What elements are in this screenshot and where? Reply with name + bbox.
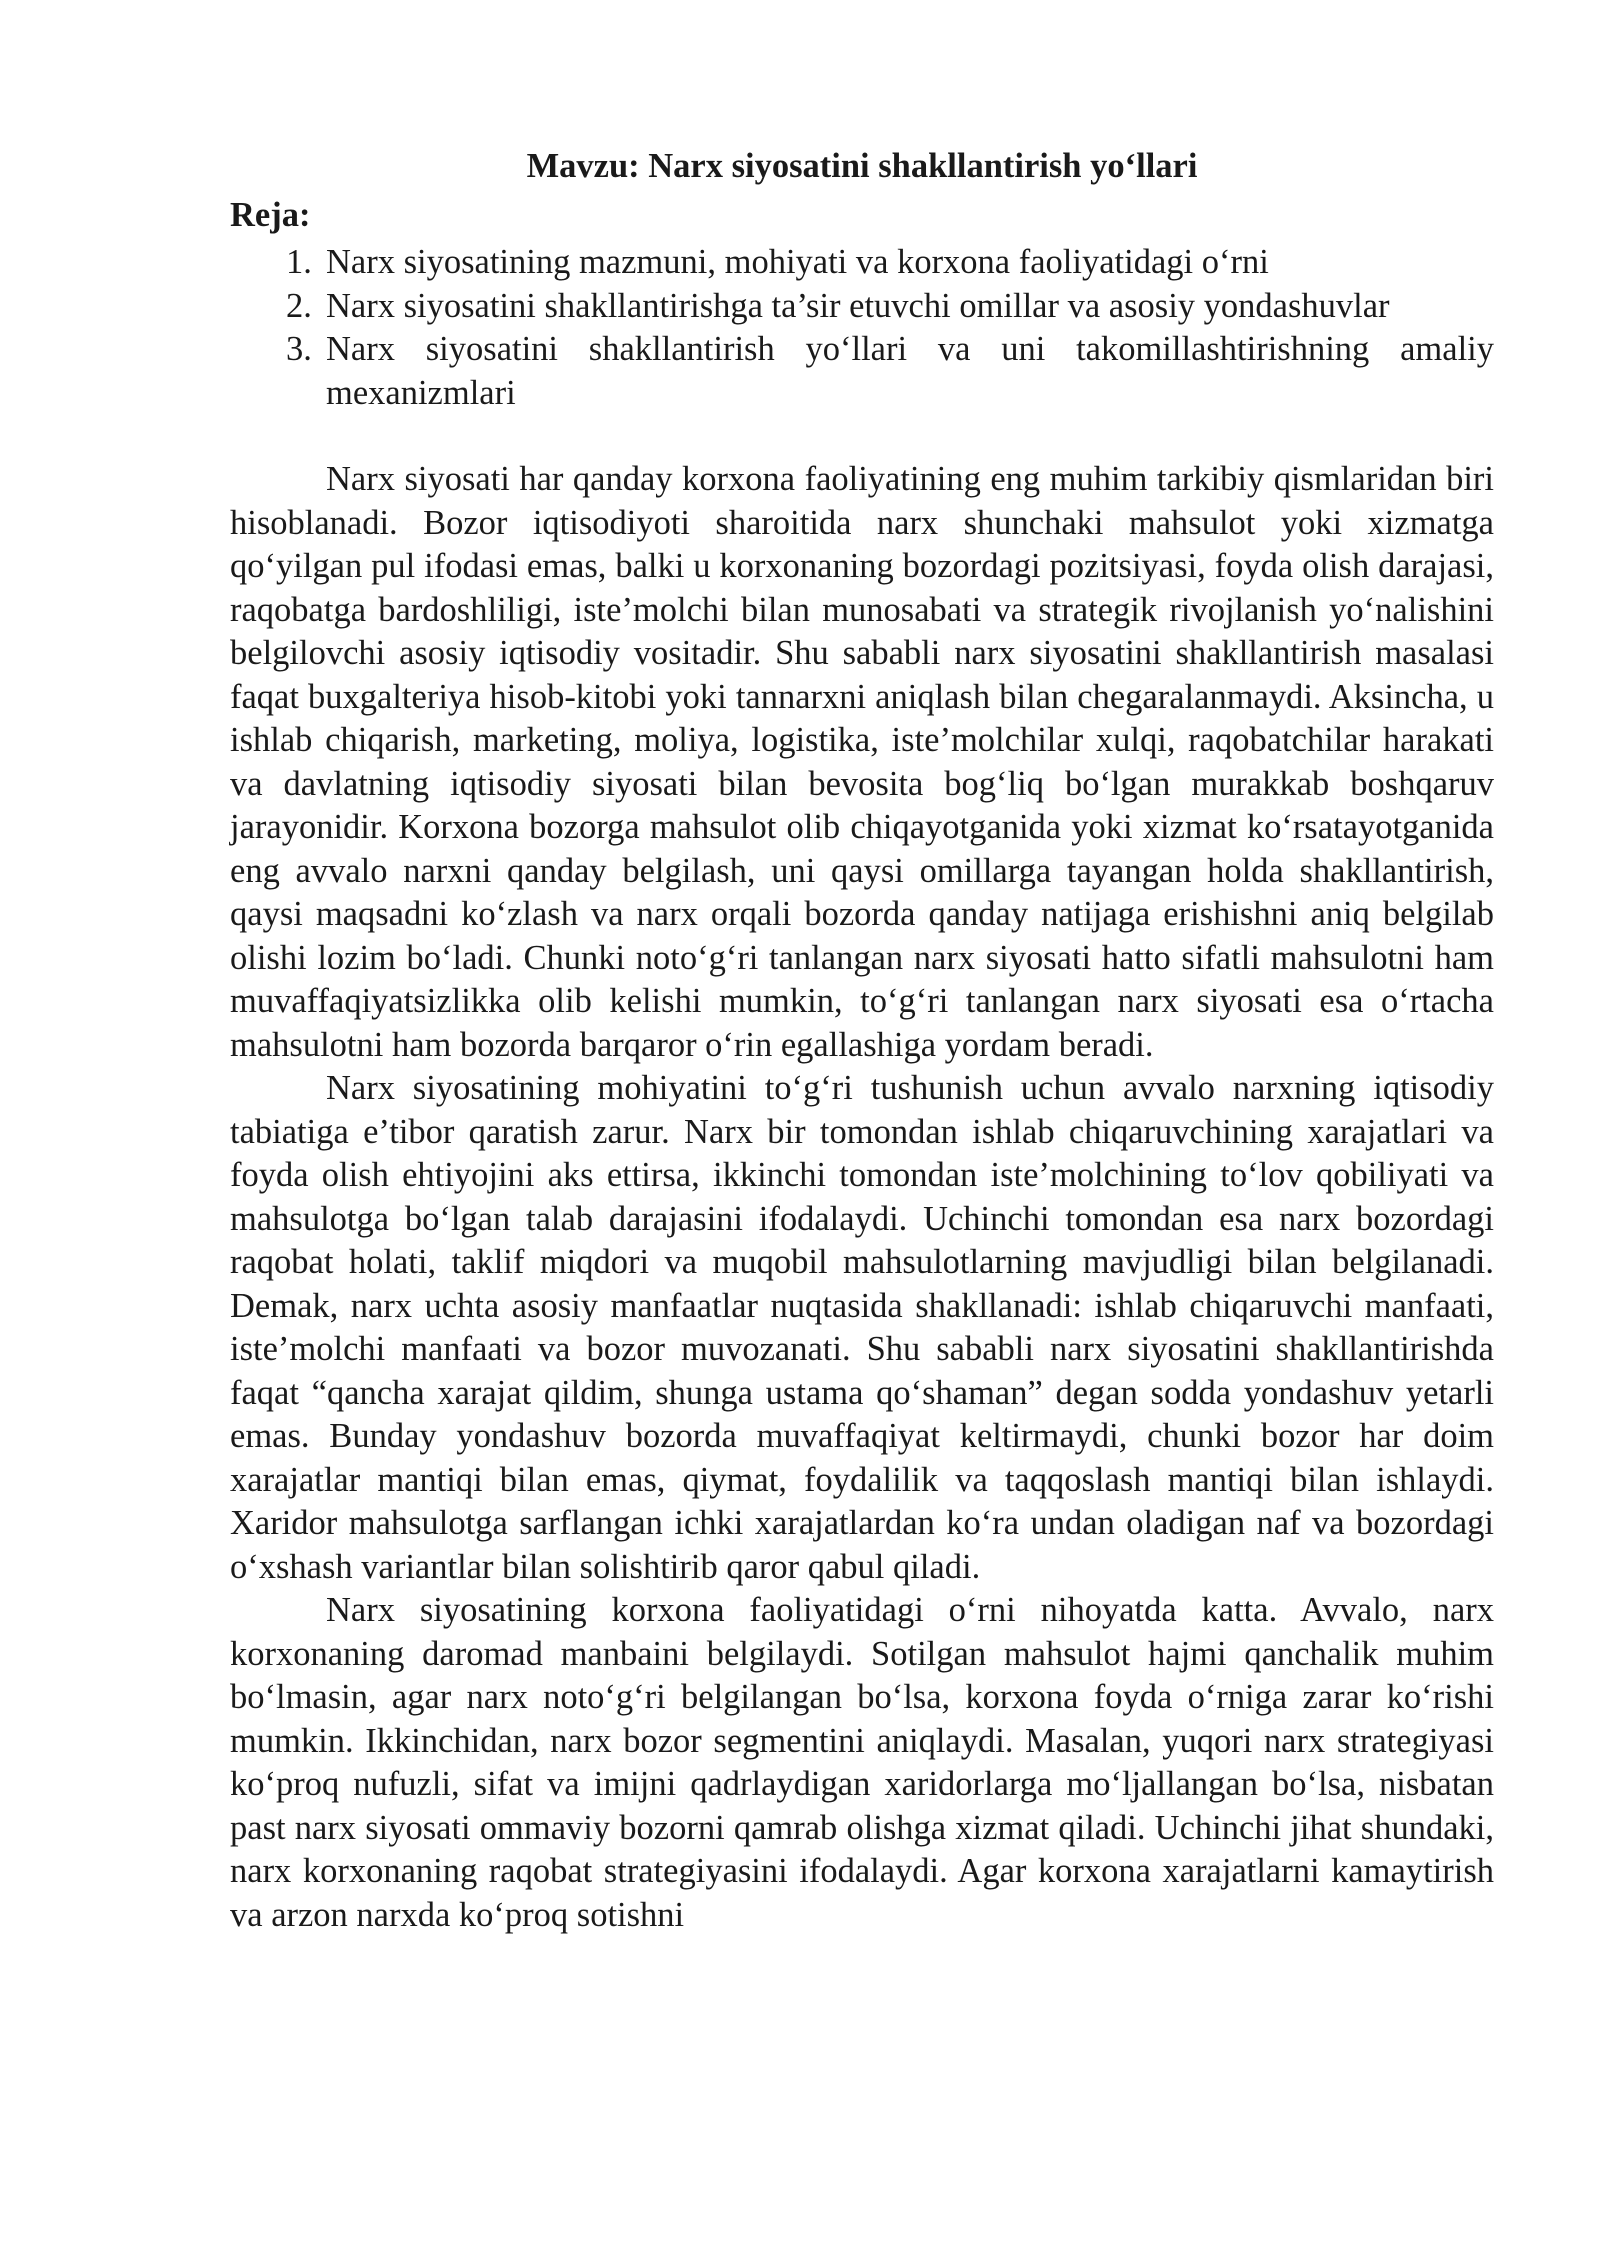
body-paragraph-2: Narx siyosatining mohiyatini to‘g‘ri tushunish uchun avvalo narxning iqtisodiy tabiatiga e’tibor qaratish zarur. Narx bir tomondan ishlab chiqaruvchining xarajatlari va foyda olish ehtiyojini aks ettirsa, ikkinchi tomondan iste’molchining to‘lov qobiliyati va mahsulotga bo‘lgan talab darajasini ifodalaydi. Uchinchi tomondan esa narx bozordagi raqobat holati, taklif miqdori va muqobil mahsulotlarning mavjudligi bilan belgilanadi. Demak, narx uchta asosiy manfaatlar nuqtasida shakllanadi: ishlab chiqaruvchi manfaati, iste’molchi manfaati va bozor muvozanati. Shu sababli narx siyosatini shakllantirishda faqat “qancha xarajat qildim, shunga ustama qo‘shaman” degan sodda yondashuv yetarli emas. Bunday yondashuv bozorda muvaffaqiyat keltirmaydi, chunki bozor har doim xarajatlar mantiqi bilan emas, qiymat, foydalilik va taqqoslash mantiqi bilan ishlaydi. Xaridor mahsulotga sarflangan ichki xarajatlardan ko‘ra undan oladigan naf va bozordagi o‘xshash variantlar bilan solishtirib qaror qabul qiladi. xyxy=(230,1069,1494,1586)
plan-list xyxy=(230,241,1494,415)
plan-heading: Reja: xyxy=(230,195,311,234)
plan-item-2 xyxy=(230,285,1494,329)
plan-item-number: 3. xyxy=(286,330,312,368)
plan-item-text: Narx siyosatining mazmuni, mohiyati va korxona faoliyatidagi o‘rni xyxy=(326,243,1269,281)
plan-item-number: 1. xyxy=(286,243,312,281)
document-title: Mavzu: Narx siyosatini shakllantirish yo‘llari xyxy=(526,147,1198,185)
body-paragraph-1: Narx siyosati har qanday korxona faoliyatining eng muhim tarkibiy qismlaridan biri hisoblanadi. Bozor iqtisodiyoti sharoitida narx shunchaki mahsulot yoki xizmatga qo‘yilgan pul ifodasi emas, balki u korxonaning bozordagi pozitsiyasi, foyda olish darajasi, raqobatga bardoshliligi, iste’molchi bilan munosabati va strategik rivojlanish yo‘nalishini belgilovchi asosiy iqtisodiy vositadir. Shu sababli narx siyosatini shakllantirish masalasi faqat buxgalteriya hisob-kitobi yoki tannarxni aniqlash bilan chegaralanmaydi. Aksincha, u ishlab chiqarish, marketing, moliya, logistika, iste’molchilar xulqi, raqobatchilar harakati va davlatning iqtisodiy siyosati bilan bevosita bog‘liq bo‘lgan murakkab boshqaruv jarayonidir. Korxona bozorga mahsulot olib chiqayotganida yoki xizmat ko‘rsatayotganida eng avvalo narxni qanday belgilash, uni qaysi omillarga tayangan holda shakllantirish, qaysi maqsadni ko‘zlash va narx orqali bozorda qanday natijaga erishishni aniq belgilab olishi lozim bo‘ladi. Chunki noto‘g‘ri tanlangan narx siyosati hatto sifatli mahsulotni ham muvaffaqiyatsizlikka olib kelishi mumkin, to‘g‘ri tanlangan narx siyosati esa o‘rtacha mahsulotni ham bozorda barqaror o‘rin egallashiga yordam beradi. xyxy=(230,460,1494,1064)
plan-item-text: Narx siyosatini shakllantirish yo‘llari va uni takomillashtirishning amaliy mexanizmlari xyxy=(326,330,1494,412)
plan-item-text: Narx siyosatini shakllantirishga ta’sir etuvchi omillar va asosiy yondashuvlar xyxy=(326,286,1390,325)
plan-item-1 xyxy=(230,241,1494,285)
document-page xyxy=(230,145,1494,1937)
plan-item-3 xyxy=(230,328,1494,415)
plan-item-number: 2. xyxy=(286,286,312,325)
body-paragraph-3: Narx siyosatining korxona faoliyatidagi o‘rni nihoyatda katta. Avvalo, narx korxonaning daromad manbaini belgilaydi. Sotilgan mahsulot hajmi qanchalik muhim bo‘lmasin, agar narx noto‘g‘ri belgilangan bo‘lsa, korxona foyda o‘rniga zarar ko‘rishi mumkin. Ikkinchidan, narx bozor segmentini aniqlaydi. Masalan, yuqori narx strategiyasi ko‘proq nufuzli, sifat va imijni qadrlaydigan xaridorlarga mo‘ljallangan bo‘lsa, nisbatan past narx siyosati ommaviy bozorni qamrab olishga xizmat qiladi. Uchinchi jihat shundaki, narx korxonaning raqobat strategiyasini ifodalaydi. Agar korxona xarajatlarni kamaytirish va arzon narxda ko‘proq sotishni xyxy=(230,1591,1494,1934)
